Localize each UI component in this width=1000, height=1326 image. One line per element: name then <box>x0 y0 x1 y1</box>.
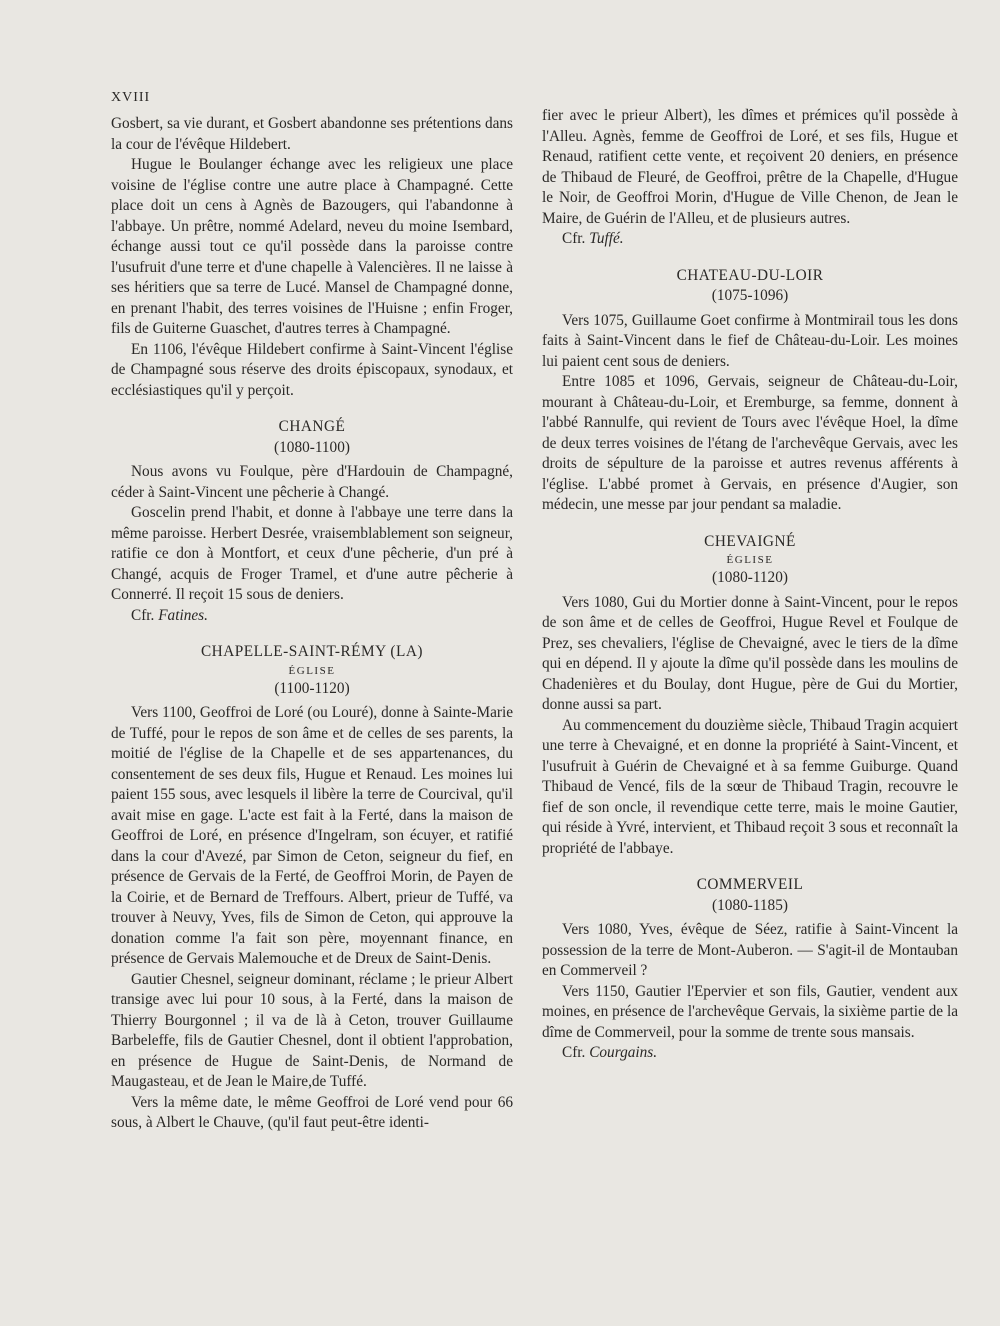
ref-prefix: Cfr. <box>562 1044 586 1061</box>
paragraph: Goscelin prend l'habit, et donne à l'abbaye une terre dans la même paroisse. Herbert Desrée, vraisemblablement son seigneur, ratifie ce don à Montfort, et ceux d'une pêcherie, d'un pré à Changé, acquis de Froger Tramel, et d'une autre pêcherie à Connerré. Il reçoit 15 sous de deniers. <box>111 504 513 603</box>
section-title-commerveil: COMMERVEIL <box>696 876 804 893</box>
section-subtitle-chapelle: ÉGLISE <box>288 664 336 677</box>
section-date-chateau: (1075-1096) <box>711 287 789 304</box>
section-date-commerveil: (1080-1185) <box>712 896 788 914</box>
paragraph: Entre 1085 et 1096, Gervais, seigneur de Château-du-Loir, mourant à Château-du-Loir, et Eremburge, sa femme, donnent à l'abbé Rannulfe, qui revient de Tours avec l'évêque Hoel, la dîme de deux terres voisines de l'étang de l'archevêque Gervais, avec les droits de sépulture de la paroisse et autres revenus afférents à l'église. L'abbé promet à Gervais, en présence d'Augier, son médecin, une messe par jour pendant sa maladie. <box>542 373 958 513</box>
ref-name: Courgains. <box>589 1044 658 1061</box>
section-date-chevaigne: (1080-1120) <box>712 569 788 586</box>
section-date-change: (1080-1100) <box>274 438 350 456</box>
ref-name: Tuffé. <box>589 230 624 247</box>
cross-reference <box>111 606 513 627</box>
paragraph: Vers 1150, Gautier l'Epervier et son fils, Gautier, vendent aux moines, en présence de l'archevêque Gervais, la sixième partie de la dîme de Commerveil, pour la somme de trente sous mansais. <box>542 982 958 1041</box>
paragraph: En 1106, l'évêque Hildebert confirme à Saint-Vincent l'église de Champagné sous réserve des droits épiscopaux, synodaux, et ecclésiastiques qu'il y perçoit. <box>111 340 513 399</box>
paragraph: Vers 1080, Gui du Mortier donne à Saint-Vincent, pour le repos de son âme et de celles de Geoffroi, Hugue Revel et Foulque de Prez, ses chevaliers, l'église de Chevaigné, avec le tiers de la dîme qui en dépend. Il y ajoute la dîme qu'il possède dans les moulins de Chadenières et du Boulay, dont Hugue, père de Gui du Mortier, donne aussi sa part. <box>542 593 958 713</box>
right-column <box>542 106 958 1064</box>
section-title-change: CHANGÉ <box>278 418 346 435</box>
paragraph: Vers 1075, Guillaume Goet confirme à Montmirail tous les dons faits à Saint-Vincent dans le fief de Château-du-Loir. Les moines lui paient cent sous de deniers. <box>542 311 958 370</box>
cross-reference <box>542 229 958 250</box>
ref-prefix: Cfr. <box>562 230 586 247</box>
ref-prefix: Cfr. <box>131 606 155 624</box>
section-title-chateau: CHATEAU-DU-LOIR <box>676 266 824 284</box>
section-title-chevaigne: CHEVAIGNÉ <box>704 532 796 550</box>
section-subtitle-chevaigne: ÉGLISE <box>726 554 774 566</box>
left-column <box>111 114 513 1134</box>
paragraph: Nous avons vu Foulque, père d'Hardouin de Champagné, céder à Saint-Vincent une pêcherie à Changé. <box>111 463 513 501</box>
ref-name: Fatines. <box>158 606 208 624</box>
cross-reference <box>542 1043 958 1064</box>
section-title-chapelle: CHAPELLE-SAINT-RÉMY (LA) <box>200 643 424 660</box>
paragraph: Vers la même date, le même Geoffroi de Loré vend pour 66 sous, à Albert le Chauve, (qu'il faut peut-être identi- <box>111 1093 513 1131</box>
page-folio: XVIII <box>111 90 151 105</box>
section-date-chapelle: (1100-1120) <box>274 679 350 697</box>
paragraph: Gosbert, sa vie durant, et Gosbert abandonne ses prétentions dans la cour de l'évêque Hildebert. <box>111 115 513 153</box>
paragraph: Hugue le Boulanger échange avec les religieux une place voisine de l'église contre une autre place à Champagné. Cette place doit un cens à Agnès de Bazougers, qui l'abandonne à l'abbaye. Un prêtre, nommé Adelard, neveu du moine Isembard, échange aussi tout ce qu'il possède dans la paroisse contre l'usufruit d'une terre et d'une chapelle à Valencières. Il ne laisse à ses héritiers que sa terre de Lucé. Mansel de Champagné donne, en prenant l'habit, des terres voisines de l'Huisne ; enfin Froger, fils de Guiterne Guaschet, d'autres terres à Champagné. <box>111 156 513 337</box>
paragraph: fier avec le prieur Albert), les dîmes et prémices qu'il possède à l'Alleu. Agnès, femme de Geoffroi de Loré, et ses fils, Hugue et Renaud, ratifient cette vente, et reçoivent 20 deniers, en présence de Thibaud de Fleuré, de Geoffroi, prêtre de la Chapelle, d'Hugue le Noir, de Geoffroi Morin, d'Hugue de Ville Chenon, de Jean le Maire, de Guérin de l'Alleu, et de plusieurs autres. <box>542 107 958 227</box>
paragraph: Vers 1100, Geoffroi de Loré (ou Louré), donne à Sainte-Marie de Tuffé, pour le repos de son âme et de celles de ses parents, la moitié de l'église de la Chapelle et de ses appartenances, du consentement de ses deux fils, Hugue et Renaud. Les moines lui paient 155 sous, avec lesquels il libère la terre de Courcival, qu'il avait mise en gage. L'acte est fait à la Ferté, dans la maison de Geoffroi de Loré, en présence d'Ingelram, son écuyer, et ratifié dans la cour d'Avezé, par Simon de Ceton, seigneur du fief, en présence de Gervais de la Ferté, de Geoffroi Morin, de Payen de la Coirie, et de Bernard de Treffours. Albert, prieur de Tuffé, va trouver à Neuvy, Yves, fils de Simon de Ceton, qui approuve la donation comme l'a fait son père, moyennant finance, en présence de Gervais Malemouche et de Dreux de Saint-Denis. <box>111 704 513 967</box>
paragraph: Vers 1080, Yves, évêque de Séez, ratifie à Saint-Vincent la possession de la terre de Mont-Auberon. — S'agit-il de Montauban en Commerveil ? <box>542 921 958 979</box>
paragraph: Gautier Chesnel, seigneur dominant, réclame ; le prieur Albert transige avec lui pour 10 sous, à la Ferté, dans la maison de Thierry Bourgonnel ; il va de là à Ceton, trouver Guillaume Barbeleffe, fils de Gautier Chesnel, dont il obtient l'approbation, en présence de Hugue de Saint-Denis, de Normand de Maugasteau, et de Jean le Maire,de Tuffé. <box>111 970 513 1090</box>
paragraph: Au commencement du douzième siècle, Thibaud Tragin acquiert une terre à Chevaigné, et en donne la propriété à Saint-Vincent, et l'usufruit à Guérin de Chevaigné et à sa femme Guiburge. Quand Thibaud de Vencé, fils de la sœur de Thibaud Tragin, recouvre le fief de son oncle, il revendique cette terre, mais le moine Gautier, qui réside à Yvré, intervient, et Thibaud reçoit 3 sous et reconnaît la propriété de l'abbaye. <box>542 716 958 857</box>
